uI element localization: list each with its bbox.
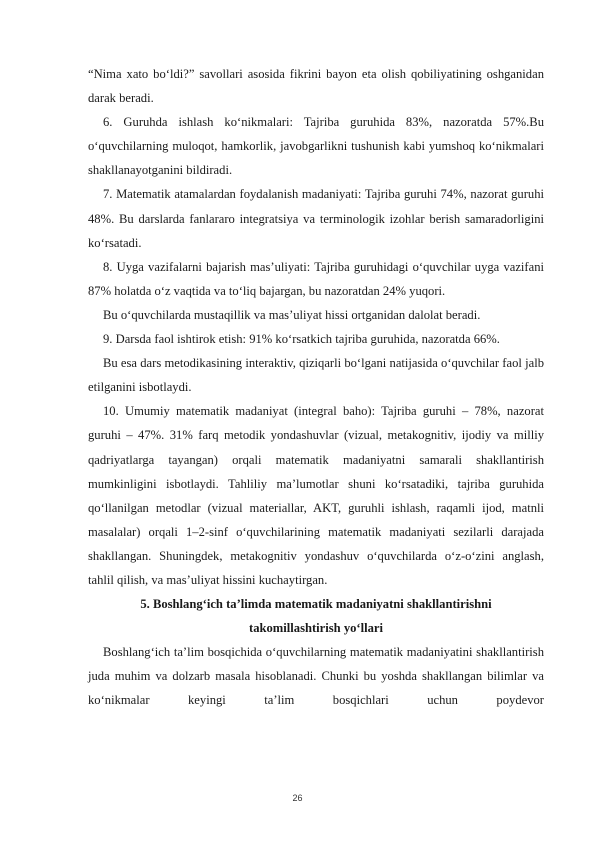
paragraph-6: 9. Darsda faol ishtirok etish: 91% ko‘rsatkich tajriba guruhida, nazoratda 66%. — [103, 332, 500, 347]
paragraph-2: 6. Guruhda ishlash ko‘nikmalari: Tajriba guruhida 83%, nazoratda 57%.Bu o‘quvchilarning muloqot, hamkorlik, javobgarlikni tushunish kabi yumshoq ko‘nikmalari shakllanayotganini bildiradi. — [88, 115, 544, 178]
closing-paragraph: Boshlang‘ich ta’lim bosqichida o‘quvchilarning matematik madaniyatini shakllantirish juda muhim va dolzarb masala hisoblanadi. Chunki bu yoshda shakllangan bilimlar va ko‘nikmalar keyingi ta’lim bosqichlari uchun poydevor — [88, 645, 544, 708]
section-heading-line-1: 5. Boshlang‘ich ta’limda matematik madaniyatni shakllantirishni — [140, 597, 492, 612]
body-text — [88, 62, 544, 713]
paragraph-4: 8. Uyga vazifalarni bajarish mas’uliyati: Tajriba guruhidagi o‘quvchilar uyga vazifani 87% holatda o‘z vaqtida va to‘liq bajargan, bu nazoratdan 24% yuqori. — [88, 259, 544, 298]
paragraph-5: Bu o‘quvchilarda mustaqillik va mas’uliyat hissi ortganidan dalolat beradi. — [103, 307, 481, 322]
paragraph-8: 10. Umumiy matematik madaniyat (integral baho): Tajriba guruhi – 78%, nazorat guruhi – 47%. 31% farq metodik yondashuvlar (vizual, metakognitiv, ijodiy va milliy qadriyatlarga tayangan) orqali matematik madaniyatni samarali shakllantirish mumkinligini isbotlaydi. Tahliliy ma’lumotlar shuni ko‘rsatadiki, tajriba guruhida qo‘llanilgan metodlar (vizual materiallar, AKT, guruhli ishlash, raqamli ijod, matnli masalalar) orqali 1–2-sinf o‘quvchilarining matematik madaniyati sezilarli darajada shakllangan. Shuningdek, metakognitiv yondashuv o‘quvchilarda o‘z-o‘zini anglash, tahlil qilish, va mas’uliyat hissini kuchaytirgan. — [88, 404, 544, 587]
paragraph-1: “Nima xato bo‘ldi?” savollari asosida fikrini bayon eta olish qobiliyatining oshganidan darak beradi. — [88, 67, 544, 106]
page-number: 26 — [292, 793, 303, 803]
paragraph-7: Bu esa dars metodikasining interaktiv, qiziqarli bo‘lgani natijasida o‘quvchilar faol jalb etilganini isbotlaydi. — [88, 356, 544, 395]
section-heading-line-2: takomillashtirish yo‘llari — [249, 621, 383, 636]
paragraph-3: 7. Matematik atamalardan foydalanish madaniyati: Tajriba guruhi 74%, nazorat guruhi 48%. Bu darslarda fanlararo integratsiya va terminologik izohlar berish samaradorligini ko‘rsatadi. — [88, 187, 544, 250]
